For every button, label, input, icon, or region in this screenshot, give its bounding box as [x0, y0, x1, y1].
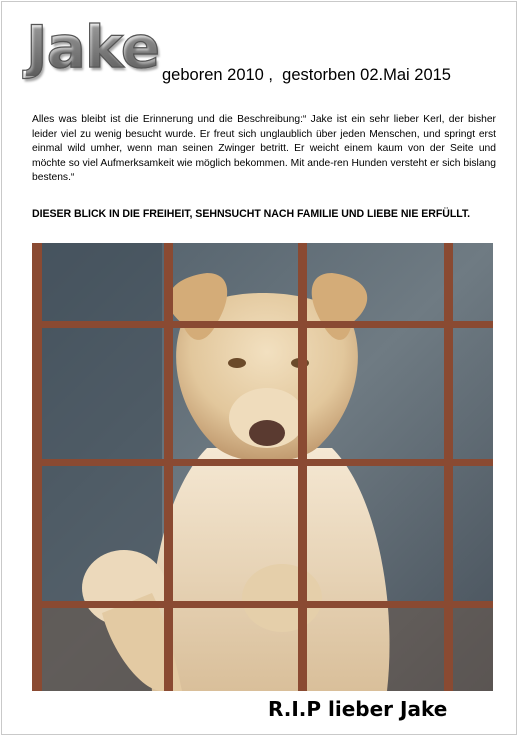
- kennel-bar-v2: [164, 243, 173, 691]
- rip-caption: R.I.P lieber Jake: [268, 697, 448, 721]
- kennel-bar-h3: [32, 601, 493, 608]
- kennel-bar-h2: [32, 459, 493, 466]
- dog-nose: [249, 420, 285, 446]
- kennel-bar-v3: [298, 243, 307, 691]
- kennel-bar-v1: [32, 243, 42, 691]
- description-text: Alles was bleibt ist die Erinnerung und die Beschreibung:“ Jake ist ein sehr lieber Kerl, der bisher leider viel zu wenig besucht wurde. Er freut sich unglaublich über jeden Menschen, und springt erst einmal wild umher, wenn man seinen Zwinger betritt. Er weicht einem kaum von der Seite und möchte so viel Aufmerksamkeit wie möglich bekommen. Mit ande-ren Hunden versteht er sich bislang bestens.“: [32, 114, 496, 184]
- kennel-bar-h1: [32, 321, 493, 328]
- dog-paw-right: [242, 564, 322, 632]
- name-title: Jake: [26, 13, 160, 81]
- dates-subtitle: geboren 2010 , gestorben 02.Mai 2015: [162, 66, 451, 84]
- dog-eye-left: [228, 358, 246, 368]
- kennel-bar-v4: [444, 243, 453, 691]
- headline-text: DIESER BLICK IN DIE FREIHEIT, SEHNSUCHT NACH FAMILIE UND LIEBE NIE ERFÜLLT.: [32, 208, 471, 220]
- dog-photo: [32, 243, 493, 691]
